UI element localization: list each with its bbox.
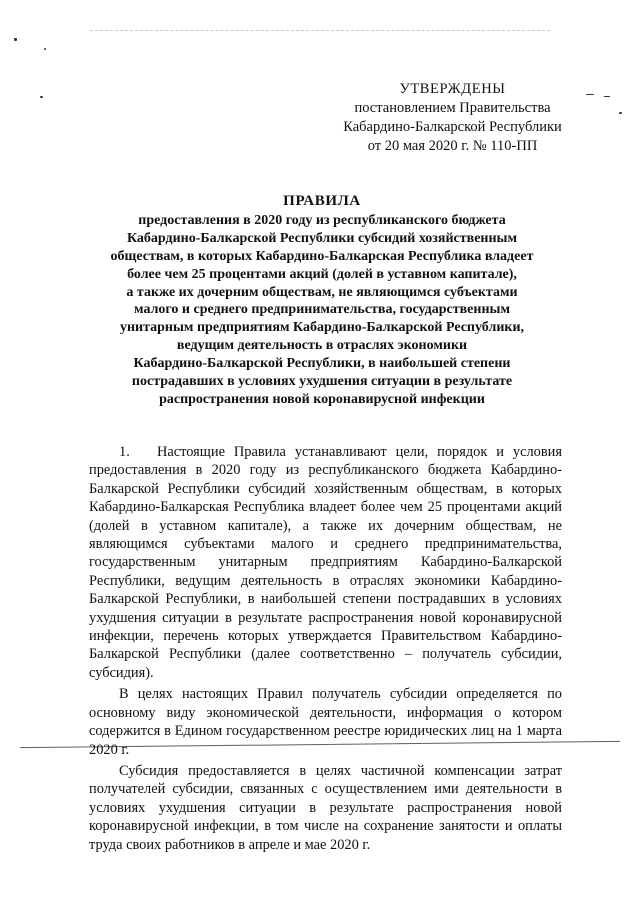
title-line: распространения новой коронавирусной инфекции: [159, 391, 485, 407]
paragraph-3: [89, 762, 562, 854]
paragraph-1: [89, 443, 562, 682]
approval-line: постановлением Правительства: [354, 100, 551, 116]
scan-speck: [604, 96, 610, 97]
title-main: ПРАВИЛА: [283, 193, 361, 209]
title-line: унитарным предприятиям Кабардино-Балкарской Республики,: [119, 320, 525, 336]
title-line: более чем 25 процентами акций (долей в уставном капитале),: [127, 266, 517, 282]
paragraph-number: 1.: [119, 444, 130, 460]
document-body: [89, 443, 562, 854]
scan-dash-line: [90, 30, 550, 32]
approval-line: Кабардино-Балкарской Республики: [343, 119, 562, 135]
title-line: Кабардино-Балкарской Республики субсидий хозяйственным: [126, 230, 518, 246]
paragraph-text: Субсидия предоставляется в целях частичной компенсации затрат получателей субсидии, связанных с осуществлением ими деятельности в условиях ухудшения ситуации в результате распространения новой коронавирусной инфекции, в том числе на сохранение занятости и оплаты труда своих работников в апреле и мае 2020 г.: [89, 762, 562, 853]
approval-block: [335, 80, 570, 156]
title-line: малого и среднего предпринимательства, государственным: [134, 302, 510, 318]
approval-heading: УТВЕРЖДЕНЫ: [399, 81, 506, 97]
scan-speck: [14, 38, 17, 41]
scan-speck: [40, 96, 43, 98]
title-line: обществам, в которых Кабардино-Балкарская Республика владеет: [110, 248, 534, 264]
title-line: пострадавших в условиях ухудшения ситуации в результате: [131, 374, 513, 390]
scan-speck: [44, 48, 46, 50]
paragraph-text: Настоящие Правила устанавливают цели, порядок и условия предоставления в 2020 году из республиканского бюджета Кабардино-Балкарской Республики субсидий хозяйственным обществам, в которых Кабардино-Балкарская Республика владеет более чем 25 процентами акций (долей в уставном капитале), а также их дочерним обществам, не являющимся субъектами малого и среднего предпринимательства, государственным унитарным предприятиям Кабардино-Балкарской Республики, ведущим деятельность в отраслях экономики Кабардино-Балкарской Республики, в наибольшей степени пострадавших в условиях ухудшения ситуации в результате распространения новой коронавирусной инфекции, перечень которых утверждается Правительством Кабардино-Балкарской Республики (далее соответственно – получатель субсидии, субсидия).: [89, 444, 562, 681]
paragraph-2: [89, 685, 562, 759]
scan-speck: [586, 94, 594, 95]
title-line: Кабардино-Балкарской Республики, в наибольшей степени: [133, 356, 511, 372]
scan-speck: [619, 112, 622, 114]
paragraph-text: В целях настоящих Правил получатель субсидии определяется по основному виду экономической деятельности, информация о котором содержится в Едином государственном реестре юридических лиц на 1 марта 2020 г.: [89, 686, 562, 758]
title-line: предоставления в 2020 году из республиканского бюджета: [138, 212, 506, 228]
title-line: ведущим деятельность в отраслях экономики: [176, 338, 468, 354]
approval-date: от 20 мая 2020 г. № 110-ПП: [367, 138, 538, 154]
title-line: а также их дочерним обществам, не являющимся субъектами: [126, 284, 518, 300]
document-title: [92, 193, 552, 409]
